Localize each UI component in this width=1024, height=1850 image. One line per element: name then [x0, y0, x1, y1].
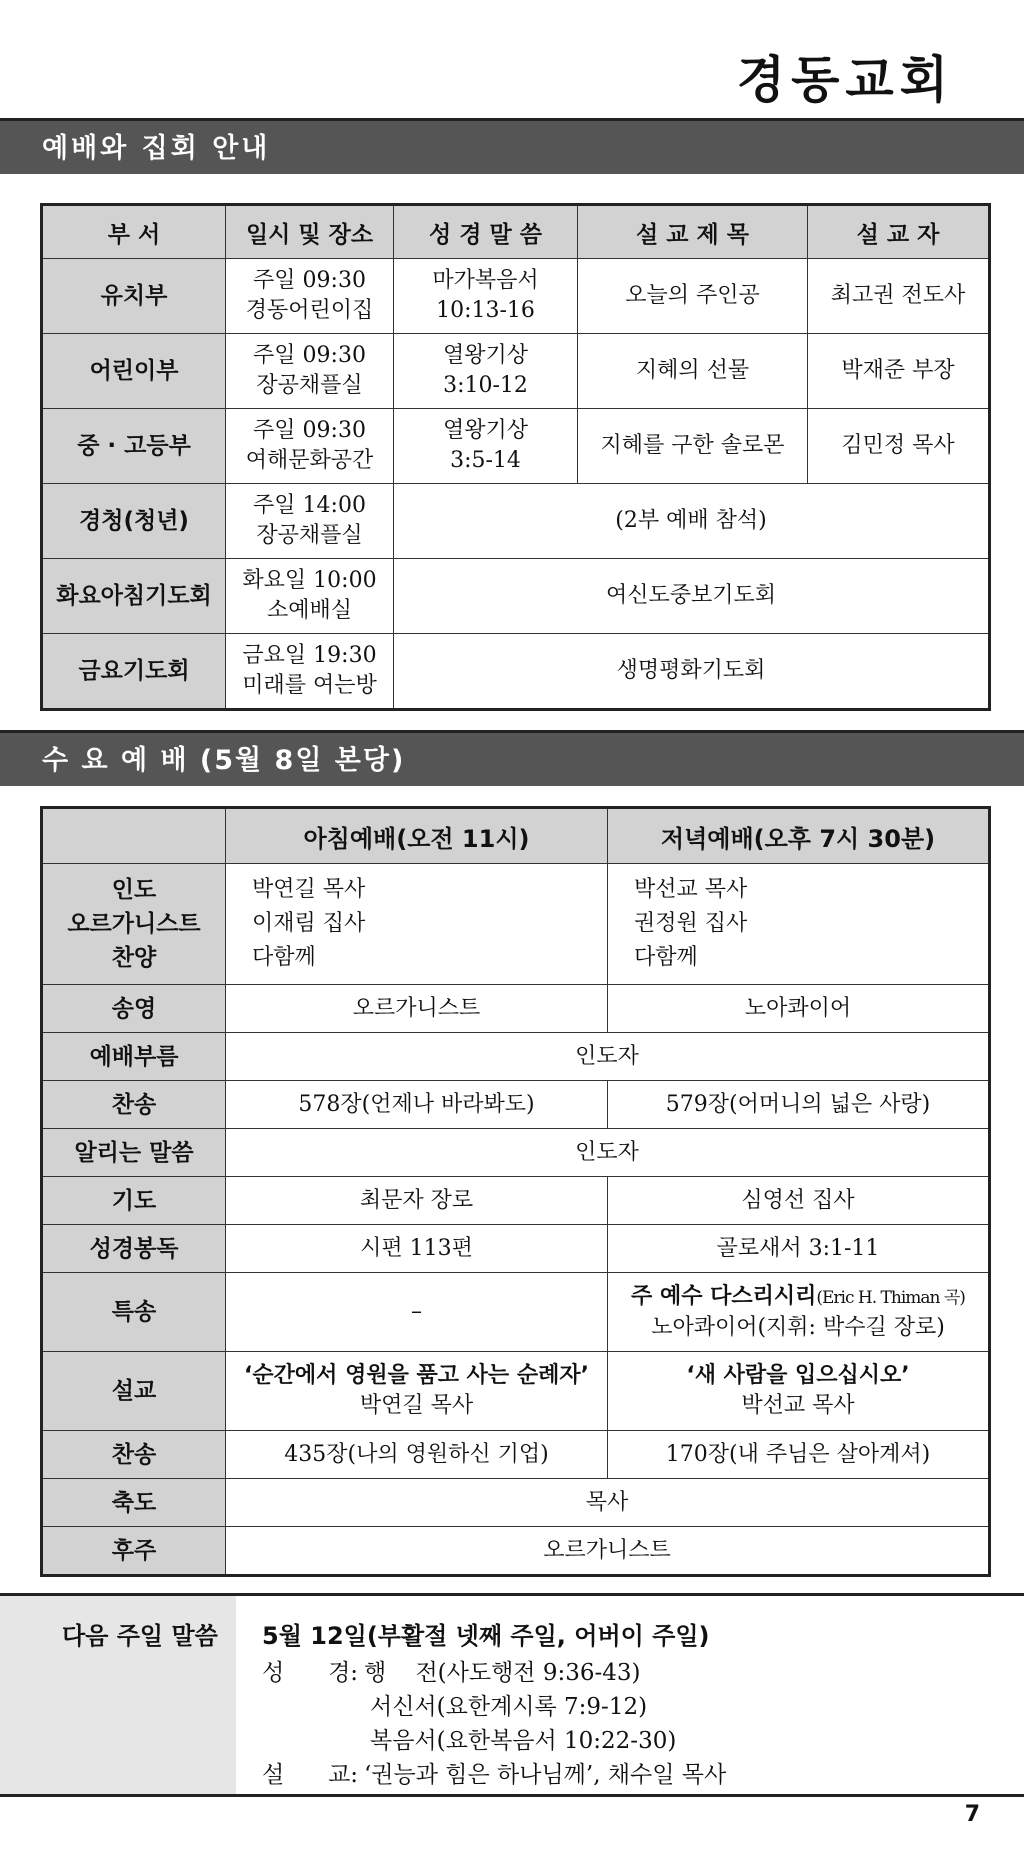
table-row	[42, 1033, 990, 1081]
book: 열왕기상	[442, 343, 528, 368]
evening-roles-cell	[608, 864, 990, 985]
shared-cell: 인도자	[226, 1129, 990, 1177]
special-song-composer: (Eric H. Thiman 곡)	[816, 1287, 965, 1308]
table-row	[42, 1225, 990, 1273]
row-label: 기도	[42, 1177, 226, 1225]
verse: 10:13-16	[436, 298, 535, 323]
evening-cell: 골로새서 3:1-11	[608, 1225, 990, 1273]
row-label: 특송	[42, 1273, 226, 1352]
shared-cell: 목사	[226, 1479, 990, 1527]
sermon-cell: 지혜를 구한 솔로몬	[578, 409, 808, 484]
table-row	[42, 1352, 990, 1431]
morning-cell: 오르가니스트	[226, 985, 608, 1033]
evening-cell	[608, 1352, 990, 1431]
row-label: 후주	[42, 1527, 226, 1576]
row-label: 예배부름	[42, 1033, 226, 1081]
book: 열왕기상	[442, 418, 528, 443]
table-row	[42, 864, 990, 985]
church-logo: 경동교회	[736, 51, 954, 109]
evening-cell: 170장(내 주님은 살아계셔)	[608, 1431, 990, 1479]
col-header-time: 일시 및 장소	[226, 205, 394, 259]
time: 화요일 10:00	[242, 568, 377, 593]
row-label: 축도	[42, 1479, 226, 1527]
evening-sermon-title: ‘새 사람을 입으십시오’	[686, 1363, 910, 1388]
empty-header-cell	[42, 808, 226, 864]
special-song-title: 주 예수 다스리시리	[631, 1283, 817, 1309]
table-row	[42, 1527, 990, 1576]
dept-cell: 중 · 고등부	[42, 409, 226, 484]
table-row	[42, 1177, 990, 1225]
place: 미래를 여는방	[242, 673, 377, 698]
worship-schedule-table	[40, 203, 991, 711]
morning-cell: 최문자 장로	[226, 1177, 608, 1225]
table-row	[42, 634, 990, 710]
row-label: 성경봉독	[42, 1225, 226, 1273]
table-row	[42, 1479, 990, 1527]
wednesday-service-table	[40, 806, 991, 1577]
morning-sermon-preacher: 박연길 목사	[359, 1393, 474, 1418]
preacher-cell: 최고권 전도사	[808, 259, 990, 334]
role-label-praise: 찬양	[111, 945, 157, 971]
morning-leader: 박연길 목사	[252, 877, 366, 902]
sermon-cell: 오늘의 주인공	[578, 259, 808, 334]
evening-cell	[608, 1273, 990, 1352]
time-place-cell	[226, 634, 394, 710]
table-row	[42, 484, 990, 559]
evening-organist: 권정원 집사	[634, 911, 748, 936]
evening-cell: 노아콰이어	[608, 985, 990, 1033]
evening-leader: 박선교 목사	[634, 877, 748, 902]
morning-cell	[226, 1352, 608, 1431]
col-header-sermon: 설 교 제 목	[578, 205, 808, 259]
place: 장공채플실	[256, 373, 363, 398]
time: 주일 14:00	[253, 493, 366, 518]
table-row	[42, 1431, 990, 1479]
note-cell: 여신도중보기도회	[394, 559, 990, 634]
morning-cell: 435장(나의 영원하신 기업)	[226, 1431, 608, 1479]
scripture-line-2: 서신서(요한계시록 7:9-12)	[370, 1694, 648, 1720]
table-row	[42, 1129, 990, 1177]
time: 주일 09:30	[253, 268, 366, 293]
next-sunday-label: 다음 주일 말씀	[62, 1622, 218, 1650]
role-label-leader: 인도	[111, 877, 157, 903]
role-label-organist: 오르가니스트	[67, 911, 201, 937]
table-row	[42, 985, 990, 1033]
col-header-evening: 저녁예배(오후 7시 30분)	[608, 808, 990, 864]
scripture-cell	[394, 409, 578, 484]
time: 주일 09:30	[253, 343, 366, 368]
place: 경동어린이집	[245, 298, 374, 323]
evening-cell: 심영선 집사	[608, 1177, 990, 1225]
time-place-cell	[226, 409, 394, 484]
morning-sermon-title: ‘순간에서 영원을 품고 사는 순례자’	[244, 1363, 589, 1388]
scripture-cell	[394, 334, 578, 409]
verse: 3:5-14	[450, 448, 521, 473]
scripture-cell	[394, 259, 578, 334]
time-place-cell	[226, 259, 394, 334]
row-label: 찬송	[42, 1431, 226, 1479]
table-header-row	[42, 808, 990, 864]
row-label: 알리는 말씀	[42, 1129, 226, 1177]
time-place-cell	[226, 559, 394, 634]
time: 금요일 19:30	[242, 643, 377, 668]
morning-praise: 다함께	[252, 945, 316, 970]
evening-cell: 579장(어머니의 넓은 사랑)	[608, 1081, 990, 1129]
next-sunday-date: 5월 12일(부활절 넷째 주일, 어버이 주일)	[262, 1622, 710, 1650]
dept-cell: 금요기도회	[42, 634, 226, 710]
sermon-label: 설 교:	[262, 1762, 359, 1788]
verse: 3:10-12	[443, 373, 528, 398]
page-number: 7	[964, 1802, 980, 1827]
morning-organist: 이재림 집사	[252, 911, 366, 936]
table-row	[42, 334, 990, 409]
place: 여해문화공간	[245, 448, 374, 473]
evening-praise: 다함께	[634, 945, 698, 970]
note-cell: 생명평화기도회	[394, 634, 990, 710]
preacher-cell: 박재준 부장	[808, 334, 990, 409]
table-row	[42, 559, 990, 634]
preacher-cell: 김민정 목사	[808, 409, 990, 484]
note-cell: (2부 예배 참석)	[394, 484, 990, 559]
special-song-choir: 노아콰이어(지휘: 박수길 장로)	[651, 1314, 945, 1340]
section-title-worship-guide: 예배와 집회 안내	[0, 118, 1024, 174]
dept-cell: 유치부	[42, 259, 226, 334]
place: 장공채플실	[256, 523, 363, 548]
col-header-dept: 부 서	[42, 205, 226, 259]
shared-cell: 오르가니스트	[226, 1527, 990, 1576]
table-header-row	[42, 205, 990, 259]
time: 주일 09:30	[253, 418, 366, 443]
col-header-scripture: 성 경 말 씀	[394, 205, 578, 259]
time-place-cell	[226, 484, 394, 559]
morning-roles-cell	[226, 864, 608, 985]
dept-cell: 화요아침기도회	[42, 559, 226, 634]
morning-cell: 578장(언제나 바라봐도)	[226, 1081, 608, 1129]
place: 소예배실	[266, 598, 352, 623]
morning-cell: 시편 113편	[226, 1225, 608, 1273]
row-label: 송영	[42, 985, 226, 1033]
table-row	[42, 1273, 990, 1352]
dept-cell: 어린이부	[42, 334, 226, 409]
table-row	[42, 1081, 990, 1129]
col-header-preacher: 설 교 자	[808, 205, 990, 259]
scripture-label: 성 경:	[262, 1660, 359, 1686]
row-label: 설교	[42, 1352, 226, 1431]
col-header-morning: 아침예배(오전 11시)	[226, 808, 608, 864]
book: 마가복음서	[432, 268, 539, 293]
scripture-line-3: 복음서(요한복음서 10:22-30)	[370, 1728, 677, 1754]
section-title-wednesday-service: 수 요 예 배 (5월 8일 본당)	[0, 730, 1024, 786]
morning-cell: –	[226, 1273, 608, 1352]
sermon-cell: 지혜의 선물	[578, 334, 808, 409]
evening-sermon-preacher: 박선교 목사	[741, 1393, 855, 1418]
next-sermon: ‘권능과 힘은 하나님께’, 채수일 목사	[364, 1762, 727, 1788]
table-row	[42, 409, 990, 484]
shared-cell: 인도자	[226, 1033, 990, 1081]
table-row	[42, 259, 990, 334]
scripture-line-1: 행 전(사도행전 9:36-43)	[364, 1660, 641, 1686]
time-place-cell	[226, 334, 394, 409]
roles-label-cell	[42, 864, 226, 985]
dept-cell: 경청(청년)	[42, 484, 226, 559]
next-sunday-box	[0, 1593, 1024, 1797]
row-label: 찬송	[42, 1081, 226, 1129]
